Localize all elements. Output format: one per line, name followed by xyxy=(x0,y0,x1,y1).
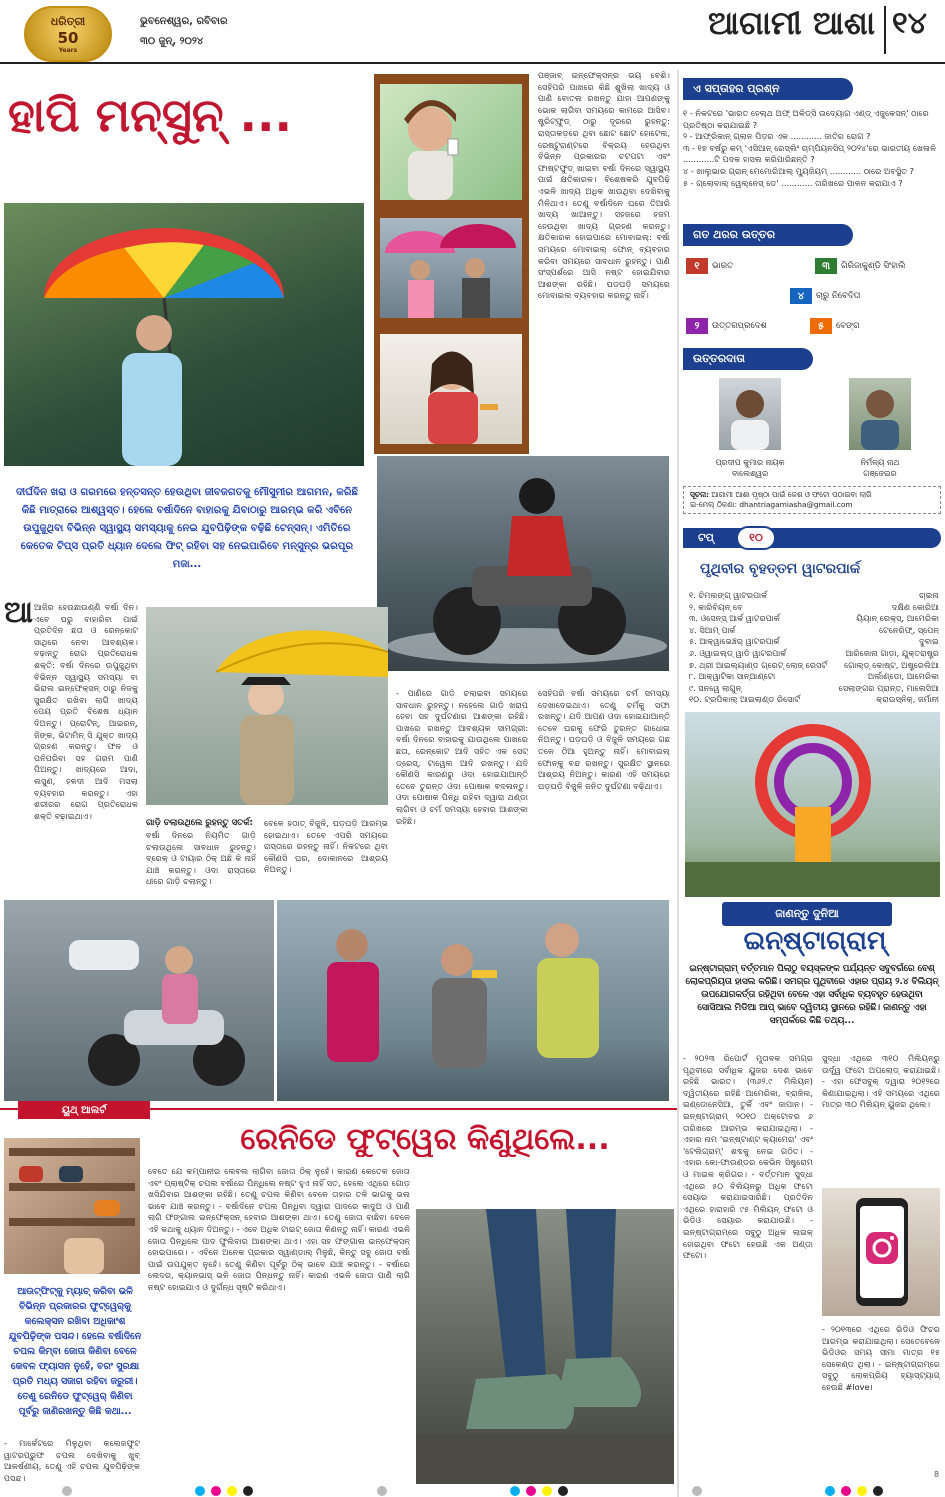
top10-number: ୧୦ xyxy=(736,526,776,550)
info-note-box xyxy=(683,486,941,514)
answerer-2-place: ଗଞ୍ଜେଇର xyxy=(863,469,897,478)
youth-note: - ମାର୍କେଟରେ ମିଳୁଥିବା କଲେଜଫୁଟ ୱାଟରପ୍ରୁଫ ଚପଲ ଦେଖିବାକୁ ଖୁବ୍‌ ଆକର୍ଷଣୀୟ, ତେଣୁ ଏହି ଚପଲ ଯୁବପିଢ଼ିଙ୍କ ପସନ୍ଦ। xyxy=(4,1438,140,1483)
masthead-divider xyxy=(884,6,886,54)
color-bar xyxy=(192,1481,256,1497)
park-name: ୧. ଚିମଲଙ୍ଗ୍‌ ୱାଟରପାର୍କ xyxy=(689,590,768,600)
answerer-2-photo xyxy=(849,378,911,450)
park-place: ଦକ୍ଷିଣ କୋରିଆ xyxy=(891,601,939,612)
motorcycle-photo xyxy=(377,456,669,671)
registration-marks xyxy=(0,1484,945,1497)
top10-label: ଟପ୍‌ xyxy=(698,531,714,544)
shoe-shop-illustration xyxy=(4,1138,140,1274)
person-icon xyxy=(849,378,911,450)
question-5: ୫ - ଗ୍ଲୋବାଲ୍‌ ୱେଲ୍‌ନେସ୍‌ ଡେ' ............ ତାରିଖରେ ପାଳନ କରାଯାଏ ? xyxy=(683,177,903,188)
insta-column-2: ସୁଦ୍ଧା ଏଥିରେ ୩୧୦ ମିଲିୟନ୍‌ରୁ ଊର୍ଦ୍ଧ୍ୱ ଫଟୋ ଅପଲୋଡ୍‌ କରାଯାଇଛି। - ଏହା ଫେସବୁକ୍‌ ଦ୍ୱାରା ୨୦୧୨ରେ କିଣାଯାଇଥିଲା। ଏହି ସମୟରେ ଏଥିରେ ମାତ୍ର ୩୦ ମିଲିୟନ୍‌ ୟୁଜର ଥିଲେ। xyxy=(822,1053,940,1110)
insta-column-3: - ୨୦୧୩ରେ ଏଥିରେ ଭିଡିଓ ଫିଚର ଆରମ୍ଭ କରାଯାଇଥିଲା। ସେତେବେଳେ ଭିଡିଓର ସମୟ ସୀମା ମାତ୍ର ୧୫ ସେକେଣ୍ଡ ଥିଲା। - ଇନ୍‌ଷ୍ଟାଗ୍ରାମ୍‌ରେ ସବୁଠୁ ଲୋକପ୍ରିୟ ହ୍ୟାସ୍‌ଟ୍ୟାଗ୍‌ ହେଉଛି #love। xyxy=(822,1324,940,1392)
masthead-rule xyxy=(0,62,945,64)
question-1: ୧ - ନିକଟରେ 'ଭାରତ ହେଲ୍ଥ ଅଫ୍‌ ଅକିଡ୍‌ସି ଉଦ୍ୟୋଗ ଏଣ୍ଡ୍‌ ଏଜୁକେସନ୍‌' ଠାରେ ପ୍ରତିଷ୍ଠା କରାଯାଇଛି ? xyxy=(683,108,929,130)
motorcycle-illustration xyxy=(377,456,669,671)
eating-illustration xyxy=(380,334,522,444)
top10-row-6 xyxy=(689,648,939,660)
top10-row-9 xyxy=(689,683,939,695)
girls-umbrella-photo xyxy=(380,218,522,318)
answer-5 xyxy=(810,318,860,334)
answerers-title: ଉତ୍ତରଦାତା xyxy=(683,348,813,370)
answer-4-label: ଚାରୁ ନିବେଦିତା xyxy=(816,291,861,301)
section-title: ଆଗାମୀ ଆଶା xyxy=(708,4,875,42)
top10-row-5 xyxy=(689,636,939,648)
youth-intro: ଆଉଟ୍‌ଫିଟ୍‌କୁ ମ୍ୟାଚ୍‌ କରିବା ଭଳି ବିଭିନ୍ନ ପ୍ରକାରର ଫୁଟ୍‌ୱେର୍‌କୁ କଲେକ୍‌ସନ ରଖିବା ଅଧିକାଂଶ ଯୁବପିଢ଼ିଙ୍କ ପସନ୍ଦ। ହେଲେ ବର୍ଷାଦିନେ ଚପଲ କିମ୍ବା ଜୋତା କିଣିବା ବେଳେ କେବଳ ଫ୍ୟାସନ ନୁହେଁ, ବରଂ ସୁରକ୍ଷା ପ୍ରତି ମଧ୍ୟ ସଜାଗ ରହିବା ଜରୁରୀ। ତେଣୁ ରେନିଡେ ଫୁଟ୍‌ୱେର୍‌ କିଣିବା ପୂର୍ବରୁ ଜାଣିରଖନ୍ତୁ କିଛି କଥା... xyxy=(8,1286,142,1417)
park-place: ୟିୟାନ୍‌ ରେକ୍‌ସ୍‌, ଆମେରିକା xyxy=(856,613,939,624)
masthead-date: ୩୦ ଜୁନ୍, ୨୦୨୪ xyxy=(140,36,204,47)
park-name: ୪. ସିଆମ୍‌ ପାର୍କ xyxy=(689,624,736,635)
park-place: ଦୁବାଇ xyxy=(919,636,939,647)
answer-1-number: ୧ xyxy=(686,258,708,274)
park-place: ଅର୍ଲାଣ୍ଡୋ, ଆମେରିକା xyxy=(867,671,939,682)
logo-text: ଧରିତ୍ରୀ xyxy=(50,14,86,28)
lead-column-d: ବର୍ଷା ଦିନରେ ନିୟମିତ ଗାଡ଼ି ଚଲାଉଥିଲେ ସାବଧାନ ରୁହନ୍ତୁ। ବ୍ରେକ୍‌ ଓ ଟାୟାର ଠିକ୍‌ ଅଛି କି ନାହିଁ ଯାଞ୍ଚ କରନ୍ତୁ। ଓଦା ରାସ୍ତାରେ ଧୀରେ ଗାଡ଼ି ଚଲାନ୍ତୁ। xyxy=(146,830,256,887)
drop-cap: ଆ xyxy=(4,595,34,630)
weekly-question-title: ଏ ସପ୍ତାହର ପ୍ରଶ୍ନ xyxy=(683,78,853,100)
lead-column-b: - ପାଣିରେ ଗାଡ଼ି ଚଲାଇବା ସମୟରେ ସାବଧାନ ରୁହନ୍ତୁ। ନହେଲେ ଗାଡ଼ି ଖରାପ ହେବା ସହ ଦୁର୍ଘଟଣାର ଆଶଙ୍କା ରହିଛି। ପାଖରେ ରଖନ୍ତୁ ଆବଶ୍ୟକ ସାମଗ୍ରୀ: ବର୍ଷା ଦିନରେ ବାହାରକୁ ଯାଉଥିଲେ ପାଖରେ ଛତା, ରେନ୍‌କୋଟ ଆଦି ସହିତ ଏକ ସେଟ୍‌ ଡ୍ରେସ୍‌, ଟାୱେଲ ଆଦି ରଖନ୍ତୁ। ଯଦି କୌଣସି କାରଣରୁ ଓଦା ହୋଇଯାଆନ୍ତି ତେବେ ତୁରନ୍ତ ଓଦା ପୋଷାକ ବଦଳାନ୍ତୁ। ଓଦା ପୋଷାକ ପିନ୍ଧି ରହିବା ଦ୍ୱାରା ଥଣ୍ଡା ଲାଗିବା ଓ ଚର୍ମ ସମସ୍ୟା ହେବାର ଆଶଙ୍କା ରହିଛି। xyxy=(396,688,528,826)
logo-fifty: 50 xyxy=(57,28,79,47)
rain-shoe-photo xyxy=(416,1209,674,1484)
park-name: ୨. କାରିବିୟନ୍‌ ବେ xyxy=(689,601,743,612)
rain-shoe-illustration xyxy=(416,1209,674,1484)
reg-mark xyxy=(377,1486,387,1496)
waterpark-illustration xyxy=(685,712,940,897)
friends-corn-photo xyxy=(277,900,669,1101)
reg-mark xyxy=(692,1486,702,1496)
info-note-label: ସୂଚନା: xyxy=(690,490,709,499)
weekly-question-list xyxy=(683,108,941,212)
park-name: ୧୦. ଟ୍ରପିକାଲ୍‌ ଆଇଲାଣ୍ଡ ରିସୋର୍ଟ xyxy=(689,694,801,705)
answer-3 xyxy=(815,258,906,274)
park-name: ୯. ସନୱେ ଲାଗୁନ୍‌ xyxy=(689,682,742,693)
info-email: ଇ-ମେଲ୍‌ ଠିକଣା: dhantriagamiasha@gmail.com xyxy=(690,500,853,509)
yellow-umbrella-illustration xyxy=(146,607,388,805)
top10-row-3 xyxy=(689,613,939,625)
park-place: କ୍ରାଉସ୍‌ନିକ୍‌, ଜର୍ମାନୀ xyxy=(876,694,939,705)
answerer-1-photo xyxy=(719,378,781,450)
girl-eating-photo xyxy=(380,334,522,444)
driving-subtitle: ଗାଡ଼ି ଚଲାଉଥିଲେ ରୁହନ୍ତୁ ସତର୍କ: xyxy=(146,818,253,828)
question-2: ୨ - ଆଫ୍ରିକାନ୍‌ ଗ୍ଲାନ ପିଡ଼ର ଏକ ............ ଜାତିର ରୋଗ ? xyxy=(683,131,871,142)
park-name: ୬. ଓ୍ୱାଇଲ୍‌ଡ୍‌ ୱାଡି ୱାଟରପାର୍କ xyxy=(689,647,787,658)
lead-column-e: ବେଳେ ହଠାତ୍‌ ବିଜୁଳି, ଘଡ଼ଘଡ଼ି ଆରମ୍ଭ ହୋଇଥାଏ। ତେବେ ଏପରି ସମୟରେ ରାସ୍ତାରେ ରହନ୍ତୁ ନାହିଁ। ନିକଟରେ ଥିବା କୌଣସି ଘର, ଦୋକାନରେ ଆଶ୍ରୟ ନିଅନ୍ତୁ। xyxy=(264,818,388,875)
youth-body: ବେତେ ଯେ କମ୍ପାନୀର ଲେବଲ ଲାଗିବା ଜୋତା ଠିକ୍‌ ନୁହେଁ। କାରଣ କେତେକ ଜୋତା ଏବଂ ପ୍ଲାଷ୍ଟିକ୍‌ ଚପଲ ବର୍ଷାରେ ପିନ୍ଧିଲେ ନଷ୍ଟ ହୁଏ ନାହିଁ ସତ, ହେଲେ ଏଥିରେ ଗୋଡ଼ ଖସିଯିବାର ଆଶଙ୍କା ରହିଛି। ତେଣୁ ଚପଲ କିଣିବା ବେଳେ ତାହାର ତଳି ଭାଗକୁ ଭଲ ଭାବେ ଯାଞ୍ଚ କରନ୍ତୁ। - ବର୍ଷାଦିନେ ଚପଲ ପିନ୍ଧିବା ଦ୍ୱାରା ପାଦରେ କାଦୁଅ ଓ ପାଣି ଲାଗି ଫଙ୍ଗାଲ ଇନ୍‌ଫେକ୍ସନ୍‌ ହେବାର ଆଶଙ୍କା ଥାଏ। ତେଣୁ ଜୋତା ବାଛିବା ବେଳେ ଏହି କଥାକୁ ଧ୍ୟାନ ଦିଅନ୍ତୁ। - ଏବେ ଅଧିକ ଟାଇଟ୍‌ ଜୋତା କିଣନ୍ତୁ ନାହିଁ। କାରଣ ଏଭଳି ଜୋତା ପିନ୍ଧିଲେ ପାଦ ଫୁଲିବାର ଆଶଙ୍କା ଥାଏ। ଏହା ସହ ଫଙ୍ଗାଲ ଇନ୍‌ଫେକ୍ସନ୍‌ ହୋଇପାରେ। - ଏବିନେ ଅନେକ ପ୍ରକାର ସ୍ୱାଣ୍ଡାଲ୍‌ ମିଳୁଛି, କିନ୍ତୁ ସବୁ ଜୋତା ବର୍ଷା ପାଇଁ ଉପଯୁକ୍ତ ନୁହେଁ। ତେଣୁ କିଣିବା ପୂର୍ବରୁ ଠିକ୍‌ ଭାବେ ଯାଞ୍ଚ କରନ୍ତୁ। - ବର୍ଷାରେ ଲେଦର, କ୍ୟାନଭାସ୍‌ ଭଳି ଜୋତା ପିନ୍ଧନ୍ତୁ ନାହିଁ। କାରଣ ଏଭଳି ଜୋତା ପାଣି ଲାଗି ନଷ୍ଟ ହୋଇଯାଏ ଓ ଦୁର୍ଗନ୍ଧ ସୃଷ୍ଟି କରିଥାଏ। xyxy=(148,1166,410,1292)
top10-banner xyxy=(683,528,941,548)
park-place: ସେଲାଙ୍ଗର ପ୍ରାନ୍ତ, ମାଲେସିଆ xyxy=(838,682,939,693)
top10-row-4 xyxy=(689,625,939,637)
insta-column-1: - ୨୦୨୩ ରିପୋର୍ଟ ମୁତାବକ ସମଗ୍ର ପୃଥିବୀରେ ସର୍ବାଧିକ ୟୁଜର ଦେଶ ଭାବେ ରହିଛି ଭାରତ। (୩୬୨.୯ ମିଲିୟନ) ଦ୍ୱିତୀୟରେ ରହିଛି ଆମେରିକା, ବ୍ରାଜିଲ, ଇଣ୍ଡୋନେସିଆ, ତୁର୍କି ଏବଂ ଜାପାନ। - ଇନ୍‌ଷ୍ଟାଗ୍ରାମ୍‌ ୨୦୧୦ ଅକ୍ଟୋବର ୬ ତାରିଖରେ ଆରମ୍ଭ କରାଯାଇଥିଲା। - ଏହାର ନାମ 'ଇନ୍‌ଷ୍ଟାଣ୍ଟ କ୍ୟାମେରା' ଏବଂ 'ଟେଲିଗ୍ରାମ୍‌' ଶବ୍ଦକୁ ନେଇ ଗଠିତ। - ଏହାର କୋ-ଫାଉଣ୍ଡର କେଭିନ ସିଷ୍ଟ୍ରୋମ ଓ ମାଇକ କ୍ରିଗର। - ବର୍ତ୍ତମାନ ସୁଦ୍ଧା ଏଥିରେ ୫୦ ବିଲିୟନରୁ ଅଧିକ ଫଟୋ ସେୟାର କରାଯାଇସାରିଛି। ପ୍ରତିଦିନ ଏଥିରେ ହାରାହାରି ୯୫ ମିଲିୟନ୍‌ ଫଟୋ ଓ ଭିଡିଓ ସେୟାର କରାଯାଉଛି। - ଇନ୍‌ଷ୍ଟାଗ୍ରାମ୍‌ରେ ସବୁଠୁ ଅଧିକ ଲାଇକ୍‌ ହୋଇଥିବା ଫଟୋ ହେଉଛି ଏକ ଅଣ୍ଡା ଫଟୋ। xyxy=(683,1053,813,1261)
top10-list xyxy=(689,590,939,706)
color-bar xyxy=(822,1481,886,1497)
shoe-shop-photo xyxy=(4,1138,140,1274)
answerer-1-place: ବାଲେଶ୍ୱର xyxy=(731,469,769,478)
park-place: ଆରିଜୋନା ଗାଡ଼ା, ଯୁକ୍ତରାଷ୍ଟ୍ର xyxy=(845,647,939,658)
answer-5-number: ୫ xyxy=(810,318,832,334)
park-place: ଟେନେରିଫ୍‌, ସ୍ପେନ୍‌ xyxy=(879,624,939,635)
answer-5-label: ବେଙ୍ଗ xyxy=(836,321,860,331)
answer-2-number: ୨ xyxy=(686,318,708,334)
lead-column-top: ପଞ୍ଜାବ୍‌ ଇନ୍‌ଫେକ୍ସନ୍‌ର ଭୟ ବେଶି। ସେହିପରି ପାଖରେ କିଛି ଶୁଖିଲା ଖାଦ୍ୟ ଓ ପାଣି ବୋତଲ ରଖନ୍ତୁ ଯାହା ଆପଣଙ୍କୁ ଭୋକ ଲାଗିବା ସମୟରେ କାମରେ ଆସିବ। ଷ୍ଟ୍ରିଟ୍‌ଫୁଡ୍‌ ଠାରୁ ଦୂରରେ ରୁହନ୍ତୁ: ରାସ୍ତାକଡ଼ରେ ଥିବା ଛୋଟ ଛୋଟ ହୋଟେଲ, ରେଷ୍ଟୁରାଣ୍ଟରେ ବିକ୍ରୟ ହେଉଥିବା ବିଭିନ୍ନ ପ୍ରକାରର ଚଟପଟା ଏବଂ ଫାଷ୍ଟଫୁଡ୍‌ ଖାଇବା ବର୍ଷା ଦିନରେ ସ୍ୱାସ୍ଥ୍ୟ ପାଇଁ କ୍ଷତିକାରକ। ବିଶେଷକରି ଯୁବପିଢ଼ି ଏଭଳି ଖାଦ୍ୟ ଅଧିକ ଖାଉଥିବା ଦେଖିବାକୁ ମିଳିଥାଏ। ତେଣୁ ବର୍ଷାଦିନେ ଘରେ ତିଆରି ଖାଦ୍ୟ ଖାଆନ୍ତୁ। ସହଜରେ ହଜମ ହେଉଥିବା ଖାଦ୍ୟ ଗ୍ରହଣ କରନ୍ତୁ। କ୍ଷତିକାରକ ହୋଇପାରେ ମୋବାଇଲ୍‌: ବର୍ଷା ସମୟରେ ମୋବାଇଲ୍‌ ଫୋନ୍‌ ବ୍ୟବହାର କରିବା ସମୟରେ ସାବଧାନ ରୁହନ୍ତୁ। ପାଣି ସଂସ୍ପର୍ଶରେ ଆସି ନଷ୍ଟ ହୋଇଯିବାର ଆଶଙ୍କା ରହିଛି। ଘଡ଼ଘଡ଼ି ସମୟରେ ମୋବାଇଲ ବ୍ୟବହାର କରନ୍ତୁ ନାହିଁ। xyxy=(538,70,670,301)
friends-illustration xyxy=(277,900,669,1101)
question-4: ୪ - ଖାଲୁଭାର ଗ୍ରାନ୍‌ ମେମୋରିଆଲ୍‌ ମ୍ୟୁଜିୟମ୍‌ ............ ଠାରେ ଅବସ୍ଥିତ ? xyxy=(683,165,914,176)
instagram-icon xyxy=(822,1188,940,1316)
youth-headline: ରେନିଡେ ଫୁଟ୍‌ୱେର କିଣୁଥିଲେ... xyxy=(240,1122,610,1157)
umbrella-illustration xyxy=(4,203,364,466)
answerer-2-name: ନିର୍ମଳ୍ୟ ନାଥ xyxy=(860,458,900,467)
masthead-logo xyxy=(24,6,112,62)
umbrella-girl-photo xyxy=(4,203,364,466)
yellow-umbrella-photo xyxy=(146,607,388,805)
lead-column-c: ସେହିପରି ବର୍ଷା ସମୟରେ ଚର୍ମ ସମସ୍ୟା ଦେଖାଦେଇଥାଏ। ତେଣୁ ଚର୍ମକୁ ସଫା ରଖନ୍ତୁ। ଯଦି ଆପଣ ଓଦା ହୋଇଯାଆନ୍ତି ତେବେ ଘରକୁ ଫେରି ତୁରନ୍ତ ଗାଧୋଇ ନିଅନ୍ତୁ। ଘଡ଼ଘଡ଼ି ଓ ବିଜୁଳି ସମୟରେ ଗଛ ତଳେ ଠିଆ ହୁଅନ୍ତୁ ନାହିଁ। ମୋବାଇଲ୍‌ ଫୋନ୍‌କୁ ବନ୍ଦ ରଖନ୍ତୁ। ସୁରକ୍ଷିତ ସ୍ଥାନରେ ଆଶ୍ରୟ ନିଅନ୍ତୁ। କାରଣ ଏହି ସମୟରେ ଘଡ଼ଘଡ଼ି ବିଜୁଳି ଜନିତ ଦୁର୍ଘଟଣା ବଢ଼ିଥାଏ। xyxy=(538,688,670,791)
info-note-text: ଆଗାମୀ ଆଶା ପୃଷ୍ଠା ପାଇଁ କେଶ ଓ ଫଟୋ ପଠାଇବା ଲାଗି xyxy=(711,490,872,499)
right-column-rule xyxy=(677,70,679,1497)
person-icon xyxy=(719,378,781,450)
girls-umbrella-illustration xyxy=(380,218,522,318)
insta-kicker: ଜାଣନ୍ତୁ ଦୁନିଆ xyxy=(722,902,892,926)
drinking-illustration xyxy=(380,84,522,200)
page-number: ୧୪ xyxy=(892,6,927,41)
lead-intro: ଦୀର୍ଘଦିନ ଖରା ଓ ଗରମରେ ହନ୍ତସନ୍ତ ହେଉଥିବା ଜୀବଜଗତକୁ ମୌସୁମୀର ଆଗମନ, କରିଛି କିଛି ମାତ୍ରାରେ ଆଶ୍ୱସ୍ତ। ହେଲେ ବର୍ଷାଦିନେ ବାହାରକୁ ଯିବାଠାରୁ ଆରମ୍ଭ କରି ଏବିନେ ଉପୁଜୁଥିବା ବିଭିନ୍ନ ସ୍ୱାସ୍ଥ୍ୟ ସମସ୍ୟାକୁ ନେଇ ଯୁବପିଢ଼ିଙ୍କ ବଢ଼ିଛି ଟେନ୍‌ସନ୍‌। ଏମିତିରେ କେତେକ ଟିପ୍ସ ପ୍ରତି ଧ୍ୟାନ ଦେଲେ ଫିଟ୍‌ ରହିବା ସହ ନେଇପାରିବେ ମନ୍‌ସୁନ୍‌ର ଭରପୂର ମଜା... xyxy=(15,487,359,570)
girl-drinking-photo xyxy=(380,84,522,200)
answerer-1-name: ପ୍ରଦୀପ କୁମାର ନାୟକ xyxy=(715,458,785,467)
color-bar xyxy=(507,1481,571,1497)
page-mark: 8 xyxy=(934,1470,940,1479)
top10-row-1 xyxy=(689,590,939,602)
reg-mark xyxy=(62,1486,72,1496)
answer-4 xyxy=(790,288,860,304)
top10-row-7 xyxy=(689,660,939,672)
insta-intro: ଇନ୍‌ଷ୍ଟାଗ୍ରାମ୍‌ ବର୍ତ୍ତମାନ ପିଲାଠୁ ବୟସ୍କଙ୍କ ପର୍ଯ୍ୟନ୍ତ ସବୁବର୍ଗରେ ବେଶ୍‌ ଲୋକପ୍ରିୟତା ହାସଲ କରିଛି। ସମଗ୍ର ପୃଥିବୀରେ ଏହାର ପ୍ରାୟ ୨.୪ ବିଲିୟନ୍‌ ଉପଯୋଗକର୍ତ୍ତା ରହିଥିବା ବେଳେ ଏହା ସର୍ବାଧିକ ବ୍ୟବହୃତ ହେଉଥିବା ସୋସିଆଲ ମିଡିଆ ଆପ୍‌ ଭାବେ ଦ୍ୱିତୀୟ ସ୍ଥାନରେ ରହିଛି। ଜାଣନ୍ତୁ ଏହା ସମ୍ପର୍କରେ କିଛି ତଥ୍ୟ... xyxy=(685,964,939,1026)
instagram-phone-photo xyxy=(822,1188,940,1316)
scooter-rain-photo xyxy=(4,900,274,1101)
top10-row-8 xyxy=(689,671,939,683)
park-name: ୩. ଓସେନ୍ସ୍‌ ଆର୍କ ୱାଟରପାର୍କ xyxy=(689,613,780,624)
answer-4-number: ୪ xyxy=(790,288,812,304)
top10-row-2 xyxy=(689,602,939,614)
top10-row-10 xyxy=(689,694,939,706)
lead-column-a: ଆଜିର ହେଉଛାଉଣ୍ଣି ବର୍ଷା ଦିନ। ଏବେ ଘରୁ ବାହାରିବା ପାଇଁ ପ୍ରତିଦିନ ଛତା ଓ ରେନ୍‌କୋଟ ସାଥିରେ ନେବା ଆବଶ୍ୟକ। ବଢ଼ାନ୍ତୁ ରୋଗ ପ୍ରତିରୋଧକ ଶକ୍ତି: ବର୍ଷା ଦିନରେ ଉପୁଜୁଥିବା ବିଭିନ୍ନ ସ୍ୱାସ୍ଥ୍ୟ ସମସ୍ୟା ବା ଭିରାଲ ଇନ୍‌ଫେକ୍ସନ୍‌ ଠାରୁ ନିଜକୁ ସୁରକ୍ଷିତ ରଖିବା ଲାଗି ଖାଦ୍ୟ ପେୟ ପ୍ରତି ବିଶେଷ ଧ୍ୟାନ ଦିଅନ୍ତୁ। ପ୍ରୋଟିନ୍‌, ଆଇରନ୍‌, ଜିଙ୍କ, ଭିଟାମିନ୍‌ ସି ଯୁକ୍ତ ଖାଦ୍ୟ ଗ୍ରହଣ କରନ୍ତୁ। ଫଳ ଓ ପନିପରିବା ସହ ଗରମ ପାଣି ପିଅନ୍ତୁ। ଖାଦ୍ୟରେ ଆଦା, ଲସୁଣ, ହଳଦୀ ଆଦି ମସଲା ବ୍ୟବହାର କରନ୍ତୁ। ଏହା ଶରୀରର ରୋଗ ପ୍ରତିରୋଧକ ଶକ୍ତି ବଢ଼ାଇଥାଏ। xyxy=(34,602,138,821)
park-place: ଚାଇନା xyxy=(919,590,939,600)
lead-headline: ହାପି ମନ୍‌ସୁନ୍‌ ... xyxy=(8,88,292,142)
park-name: ୭. ଥ୍ରୀ ଆଇଲ୍ୟାଣ୍ଡ ଗ୍ରେଟ୍‌ ଲୋଜ୍‌ ରେସର୍ଟ xyxy=(689,659,828,670)
last-answers-title: ଗତ ଥରର ଉତ୍ତର xyxy=(683,224,853,246)
answer-1 xyxy=(686,258,733,274)
youth-label: ୟୁଥ୍‌ ଆଲର୍ଟ xyxy=(18,1101,150,1119)
park-place: ଗୋଲ୍ଡ୍‌ କୋଷ୍ଟ, ଅଷ୍ଟ୍ରେଲିଆ xyxy=(844,659,939,670)
answer-2-label: ଉତ୍ତରପ୍ରଦେଶ xyxy=(712,321,767,331)
top10-title: ପୃଥିବୀର ବୃହତ୍ତମ ୱାଟରପାର୍କ xyxy=(700,561,861,577)
answer-2 xyxy=(686,318,767,334)
scooter-illustration xyxy=(4,900,274,1101)
question-3: ୩ - ୧୭ ବର୍ଷରୁ କମ୍‌ 'ଏସିଆନ୍‌ ରେସ୍‌ଲିଂ ଚାମ୍ପିୟନସିପ୍‌ ୨୦୨୪'ରେ ଭାରତୀୟ ଖେଳାଳି ............ଟି ପଦକ ହାସଲ କରିପାରିଛନ୍ତି ? xyxy=(683,142,936,165)
answer-1-label: ଭାରତ xyxy=(712,261,734,271)
park-name: ୫. ଆକ୍ୱାଭେଞ୍ଚର୍‌ ୱାଟରପାର୍କ xyxy=(689,636,780,647)
logo-years: Years xyxy=(58,46,78,54)
answer-3-label: ଗିରିଜାକୁଣ୍ଡି ସିଂହାଲି xyxy=(841,261,906,271)
park-name: ୮. ଆକ୍ୱାଟିକା ସାନ୍‌ଆଣ୍ଟୋ xyxy=(689,671,776,682)
waterpark-photo xyxy=(685,712,940,897)
insta-title: ଇନ୍‌ଷ୍ଟାଗ୍ରାମ୍‌ xyxy=(743,926,887,956)
answer-3-number: ୩ xyxy=(815,258,837,274)
masthead-place: ଭୁବନେଶ୍ୱର, ରବିବାର xyxy=(140,16,228,27)
